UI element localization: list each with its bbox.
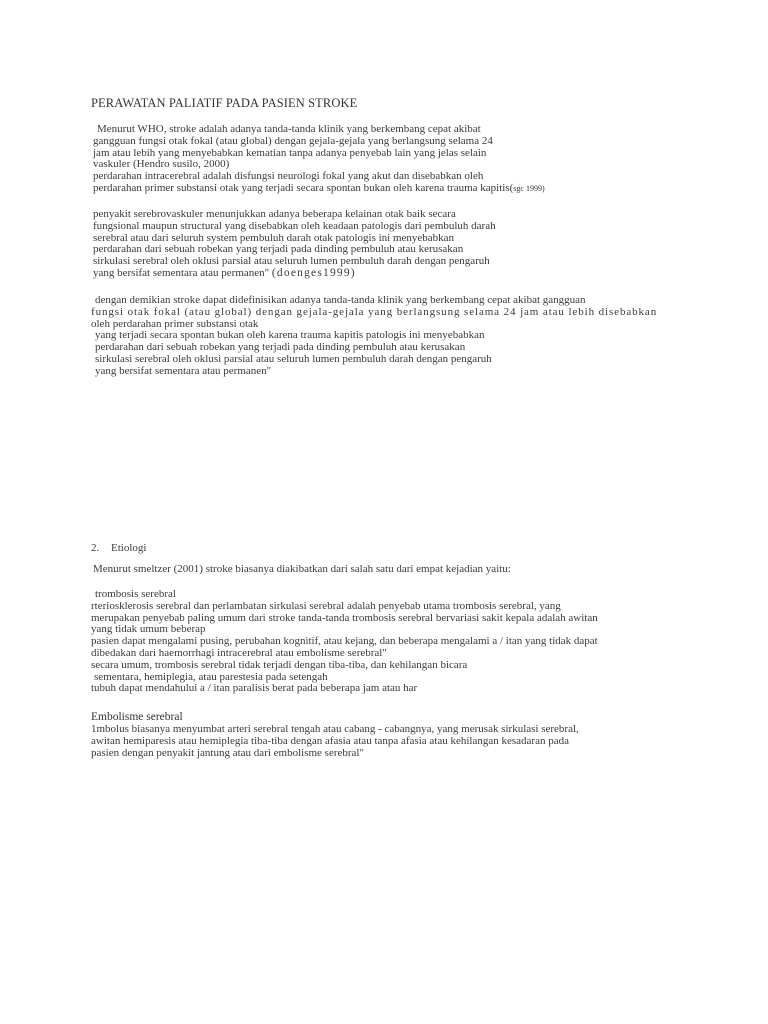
text-line: jam atau lebih yang menyebabkan kematian tanpa adanya penyebab lain yang jelas selain [93, 146, 487, 159]
text-line: pasien dapat mengalami pusing, perubahan kognitif, atau kejang, dan beberapa mengalami a / itan yang tidak dapat [91, 635, 598, 648]
text-line: secara umum, trombosis serebral tidak terjadi dengan tiba-tiba, dan kehilangan bicara [91, 658, 468, 671]
text-line [93, 268, 496, 280]
text-line: sirkulasi serebral oleh oklusi parsial atau seluruh lumen pembuluh darah dengan pengaruh [95, 352, 492, 365]
text-line: gangguan fungsi otak fokal (atau global) dengan gejala-gejala yang berlangsung selama 24 [93, 134, 493, 147]
text-line: Menurut smeltzer (2001) stroke biasanya diakibatkan dari salah satu dari empat kejadian yaitu: [93, 563, 511, 575]
text-line: oleh perdarahan primer substansi otak [91, 317, 259, 330]
document-title: PERAWATAN PALIATIF PADA PASIEN STROKE [91, 96, 358, 110]
text-line: merupakan penyebab paling umum dari stroke tanda-tanda trombosis serebral bervariasi sakit kepala adalah awitan [91, 611, 598, 624]
text-span: yang bersifat sementara atau permanen" [93, 266, 270, 279]
paragraph-definition-who [93, 124, 545, 195]
paragraph-definisi [91, 295, 657, 378]
text-span: perdarahan primer substansi otak yang terjadi secara spontan bukan oleh karena trauma kapitis( [93, 181, 514, 194]
text-line: fungsional maupun structural yang disebabkan oleh keadaan patologis dari pembuluh darah [93, 219, 496, 232]
section-title: Etiologi [111, 542, 147, 554]
text-line: perdarahan dari sebuah robekan yang terjadi pada dinding pembuluh atau kerusakan [93, 243, 464, 256]
citation: (doenges1999) [271, 266, 356, 279]
text-line: yang terjadi secara spontan bukan oleh karena trauma kapitis patologis ini menyebabkan [95, 329, 485, 342]
text-line: sementara, hemiplegia, atau parestesia pada setengah [94, 670, 328, 683]
section-number: 2. [91, 542, 100, 554]
text-line: sirkulasi serebral oleh oklusi parsial atau seluruh lumen pembuluh darah dengan pengaruh [93, 255, 490, 268]
text-line [93, 183, 545, 195]
text-line: Menurut WHO, stroke adalah adanya tanda-tanda klinik yang berkembang cepat akibat [97, 123, 481, 135]
text-line: dibedakan dari haemorrhagi intracerebral atau embolisme serebral" [91, 646, 387, 659]
text-line: penyakit serebrovaskuler menunjukkan adanya beberapa kelainan otak baik secara [93, 208, 456, 220]
text-line: perdarahan intracerebral adalah disfungsi neurologi fokal yang akut dan disebabkan oleh [93, 170, 484, 183]
paragraph-etiologi-intro [93, 564, 511, 576]
text-line: yang bersifat sementara atau permanen" [95, 364, 272, 377]
citation: sgc 1999) [513, 183, 545, 193]
text-line: vaskuler (Hendro susilo, 2000) [93, 158, 230, 171]
text-line: rteriosklerosis serebral dan perlambatan sirkulasi serebral adalah penyebab utama trombosis serebral, yang [91, 599, 561, 612]
subheading-trombosis: trombosis serebral [95, 588, 176, 600]
paragraph-embolisme [91, 724, 579, 759]
text-line: 1mbolus biasanya menyumbat arteri serebral tengah atau cabang - cabangnya, yang merusak sirkulasi serebral, [91, 723, 579, 735]
text-line: fungsi otak fokal (atau global) dengan gejala-gejala yang berlangsung selama 24 jam atau lebih disebabkan [91, 305, 658, 318]
text-line: yang tidak umum beberap [91, 623, 206, 636]
text-line: pasien dengan penyakit jantung atau dari embolisme serebral" [91, 746, 364, 759]
section-heading-etiologi [91, 542, 146, 554]
text-line: tubuh dapat mendahului a / itan paralisis berat pada beberapa jam atau har [91, 682, 418, 695]
text-line: serebral atau dari seluruh system pembuluh darah otak patologis ini menyebabkan [93, 231, 455, 244]
paragraph-trombosis [91, 589, 598, 695]
text-line: dengan demikian stroke dapat didefinisikan adanya tanda-tanda klinik yang berkembang cepat akibat gangguan [95, 294, 586, 306]
text-line: awitan hemiparesis atau hemiplegia tiba-tiba dengan afasia atau tanpa afasia atau kehilangan kesadaran pada [91, 734, 569, 747]
paragraph-serebrovaskuler [93, 209, 496, 280]
text-line: perdarahan dari sebuah robekan yang terjadi pada dinding pembuluh atau kerusakan [95, 341, 466, 354]
subheading-embolisme: Embolisme serebral [91, 711, 183, 723]
